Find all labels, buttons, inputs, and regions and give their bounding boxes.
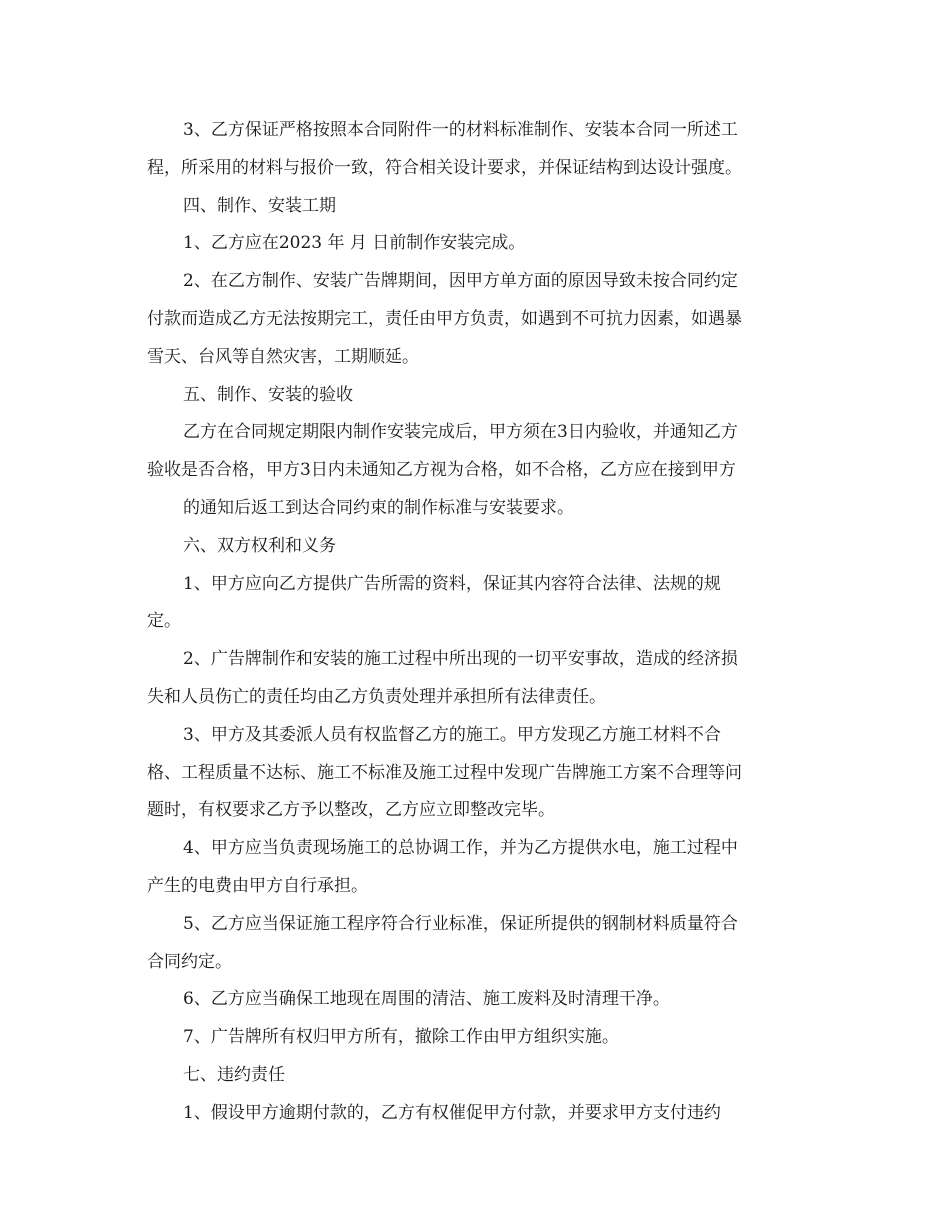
text-line: 验收是否合格，甲方3日内未通知乙方视为合格，如不合格，乙方应在接到甲方 [147, 460, 736, 481]
text-line: 付款而造成乙方无法按期完工，责任由甲方负责，如遇到不可抗力因素，如遇暴 [147, 308, 742, 329]
text-line: 2、广告牌制作和安装的施工过程中所出现的一切平安事故，造成的经济损 [183, 649, 738, 670]
text-line: 定。 [147, 611, 181, 632]
text-line: 产生的电费由甲方自行承担。 [147, 875, 368, 896]
section-heading: 七、违约责任 [183, 1064, 285, 1085]
text-line: 失和人员伤亡的责任均由乙方负责处理并承担所有法律责任。 [147, 686, 606, 707]
text-line: 5、乙方应当保证施工程序符合行业标准，保证所提供的钢制材料质量符合 [183, 913, 738, 934]
section-heading: 四、制作、安装工期 [183, 195, 336, 216]
text-line: 1、乙方应在2023 年 月 日前制作安装完成。 [183, 233, 526, 254]
text-line: 题时，有权要求乙方予以整改，乙方应立即整改完毕。 [147, 800, 555, 821]
text-line: 7、广告牌所有权归甲方所有，撤除工作由甲方组织实施。 [183, 1027, 619, 1048]
text-line: 1、假设甲方逾期付款的，乙方有权催促甲方付款，并要求甲方支付违约 [183, 1102, 721, 1123]
text-line: 3、甲方及其委派人员有权监督乙方的施工。甲方发现乙方施工材料不合 [183, 724, 721, 745]
text-line: 4、甲方应当负责现场施工的总协调工作，并为乙方提供水电，施工过程中 [183, 838, 738, 859]
text-line: 程，所采用的材料与报价一致，符合相关设计要求，并保证结构到达设计强度。 [147, 157, 742, 178]
section-heading: 六、双方权利和义务 [183, 535, 336, 556]
text-line: 格、工程质量不达标、施工不标准及施工过程中发现广告牌施工方案不合理等问 [147, 762, 742, 783]
text-line: 2、在乙方制作、安装广告牌期间，因甲方单方面的原因导致未按合同约定 [183, 271, 738, 292]
text-line: 1、甲方应向乙方提供广告所需的资料，保证其内容符合法律、法规的规 [183, 573, 721, 594]
text-line: 的通知后返工到达合同约束的制作标准与安装要求。 [183, 497, 574, 518]
text-line: 雪天、台风等自然灾害，工期顺延。 [147, 346, 419, 367]
text-line: 乙方在合同规定期限内制作安装完成后，甲方须在3日内验收，并通知乙方 [183, 422, 738, 443]
text-line: 3、乙方保证严格按照本合同附件一的材料标准制作、安装本合同一所述工 [183, 120, 738, 140]
text-line: 合同约定。 [147, 951, 232, 972]
section-heading: 五、制作、安装的验收 [183, 384, 353, 405]
document-body [147, 115, 807, 1136]
text-line: 6、乙方应当确保工地现在周围的清洁、施工废料及时清理干净。 [183, 989, 670, 1010]
